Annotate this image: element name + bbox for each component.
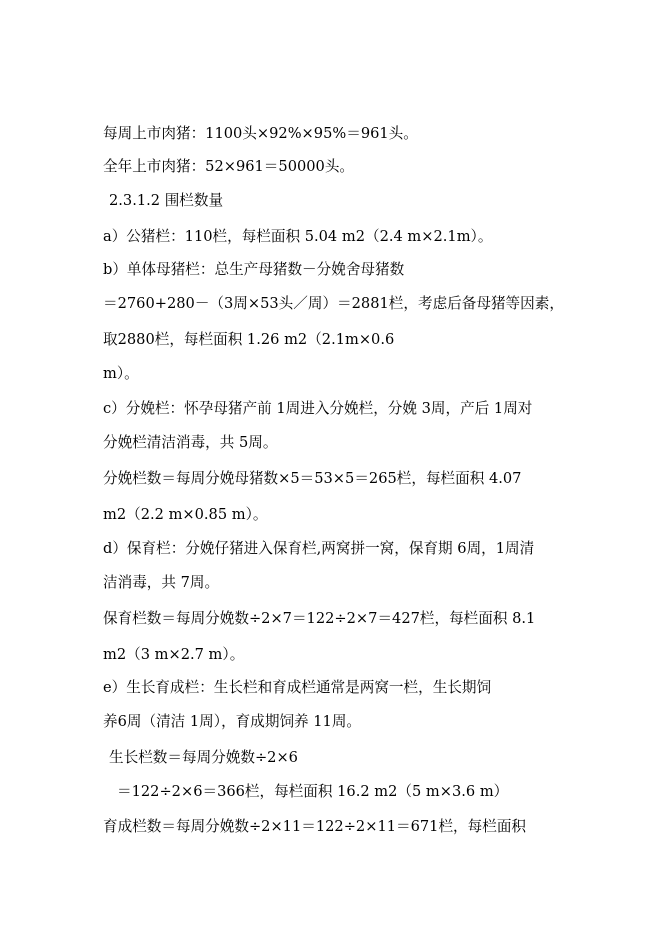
text-line-farrowing-pens-cont: 分娩栏清洁消毒，共 5周。	[103, 434, 278, 451]
text-line-sow-stalls: b）单体母猪栏：总生产母猪数－分娩舍母猪数	[103, 261, 405, 278]
text-line-grower-pen-calc: ＝122÷2×6＝366栏，每栏面积 16.2 m2（5 m×3.6 m）	[117, 783, 509, 800]
text-line-farrowing-pens: c）分娩栏：怀孕母猪产前 1周进入分娩栏，分娩 3周，产后 1周对	[103, 400, 533, 417]
text-line-grower-finisher-pens-cont: 养6周（清洁 1周），育成期饲养 11周。	[103, 713, 362, 730]
text-line-farrowing-pen-count: 分娩栏数＝每周分娩母猪数×5＝53×5＝265栏，每栏面积 4.07	[103, 470, 522, 487]
text-line-grower-pen-count: 生长栏数＝每周分娩数÷2×6	[109, 749, 298, 766]
text-line-sow-stalls-area-cont: m）。	[103, 365, 139, 382]
text-line-farrowing-pen-size: m2（2.2 m×0.85 m）。	[103, 506, 268, 523]
text-line-annual-market-pigs: 全年上市肉猪：52×961＝50000头。	[103, 158, 355, 175]
text-line-grower-finisher-pens: e）生长育成栏：生长栏和育成栏通常是两窝一栏，生长期饲	[103, 679, 492, 696]
text-line-weekly-market-pigs: 每周上市肉猪：1100头×92%×95%＝961头。	[103, 125, 418, 142]
text-line-nursery-pen-size: m2（3 m×2.7 m）。	[103, 646, 245, 663]
text-line-nursery-pens-cont: 洁消毒，共 7周。	[103, 574, 220, 591]
text-line-nursery-pen-count: 保育栏数＝每周分娩数÷2×7＝122÷2×7＝427栏，每栏面积 8.1	[103, 610, 536, 627]
text-line-sow-stalls-area: 取2880栏，每栏面积 1.26 m2（2.1m×0.6	[103, 331, 395, 348]
section-heading-pen-count: 2.3.1.2 围栏数量	[109, 192, 224, 209]
text-line-boar-pens: a）公猪栏：110栏，每栏面积 5.04 m2（2.4 m×2.1m）。	[103, 228, 493, 245]
text-line-finisher-pen-count: 育成栏数＝每周分娩数÷2×11＝122÷2×11＝671栏，每栏面积	[103, 818, 527, 835]
text-line-sow-stalls-calc: ＝2760+280－（3周×53头／周）＝2881栏，考虑后备母猪等因素，	[103, 295, 564, 312]
text-line-nursery-pens: d）保育栏：分娩仔猪进入保育栏,两窝拼一窝，保育期 6周，1周清	[103, 540, 535, 557]
